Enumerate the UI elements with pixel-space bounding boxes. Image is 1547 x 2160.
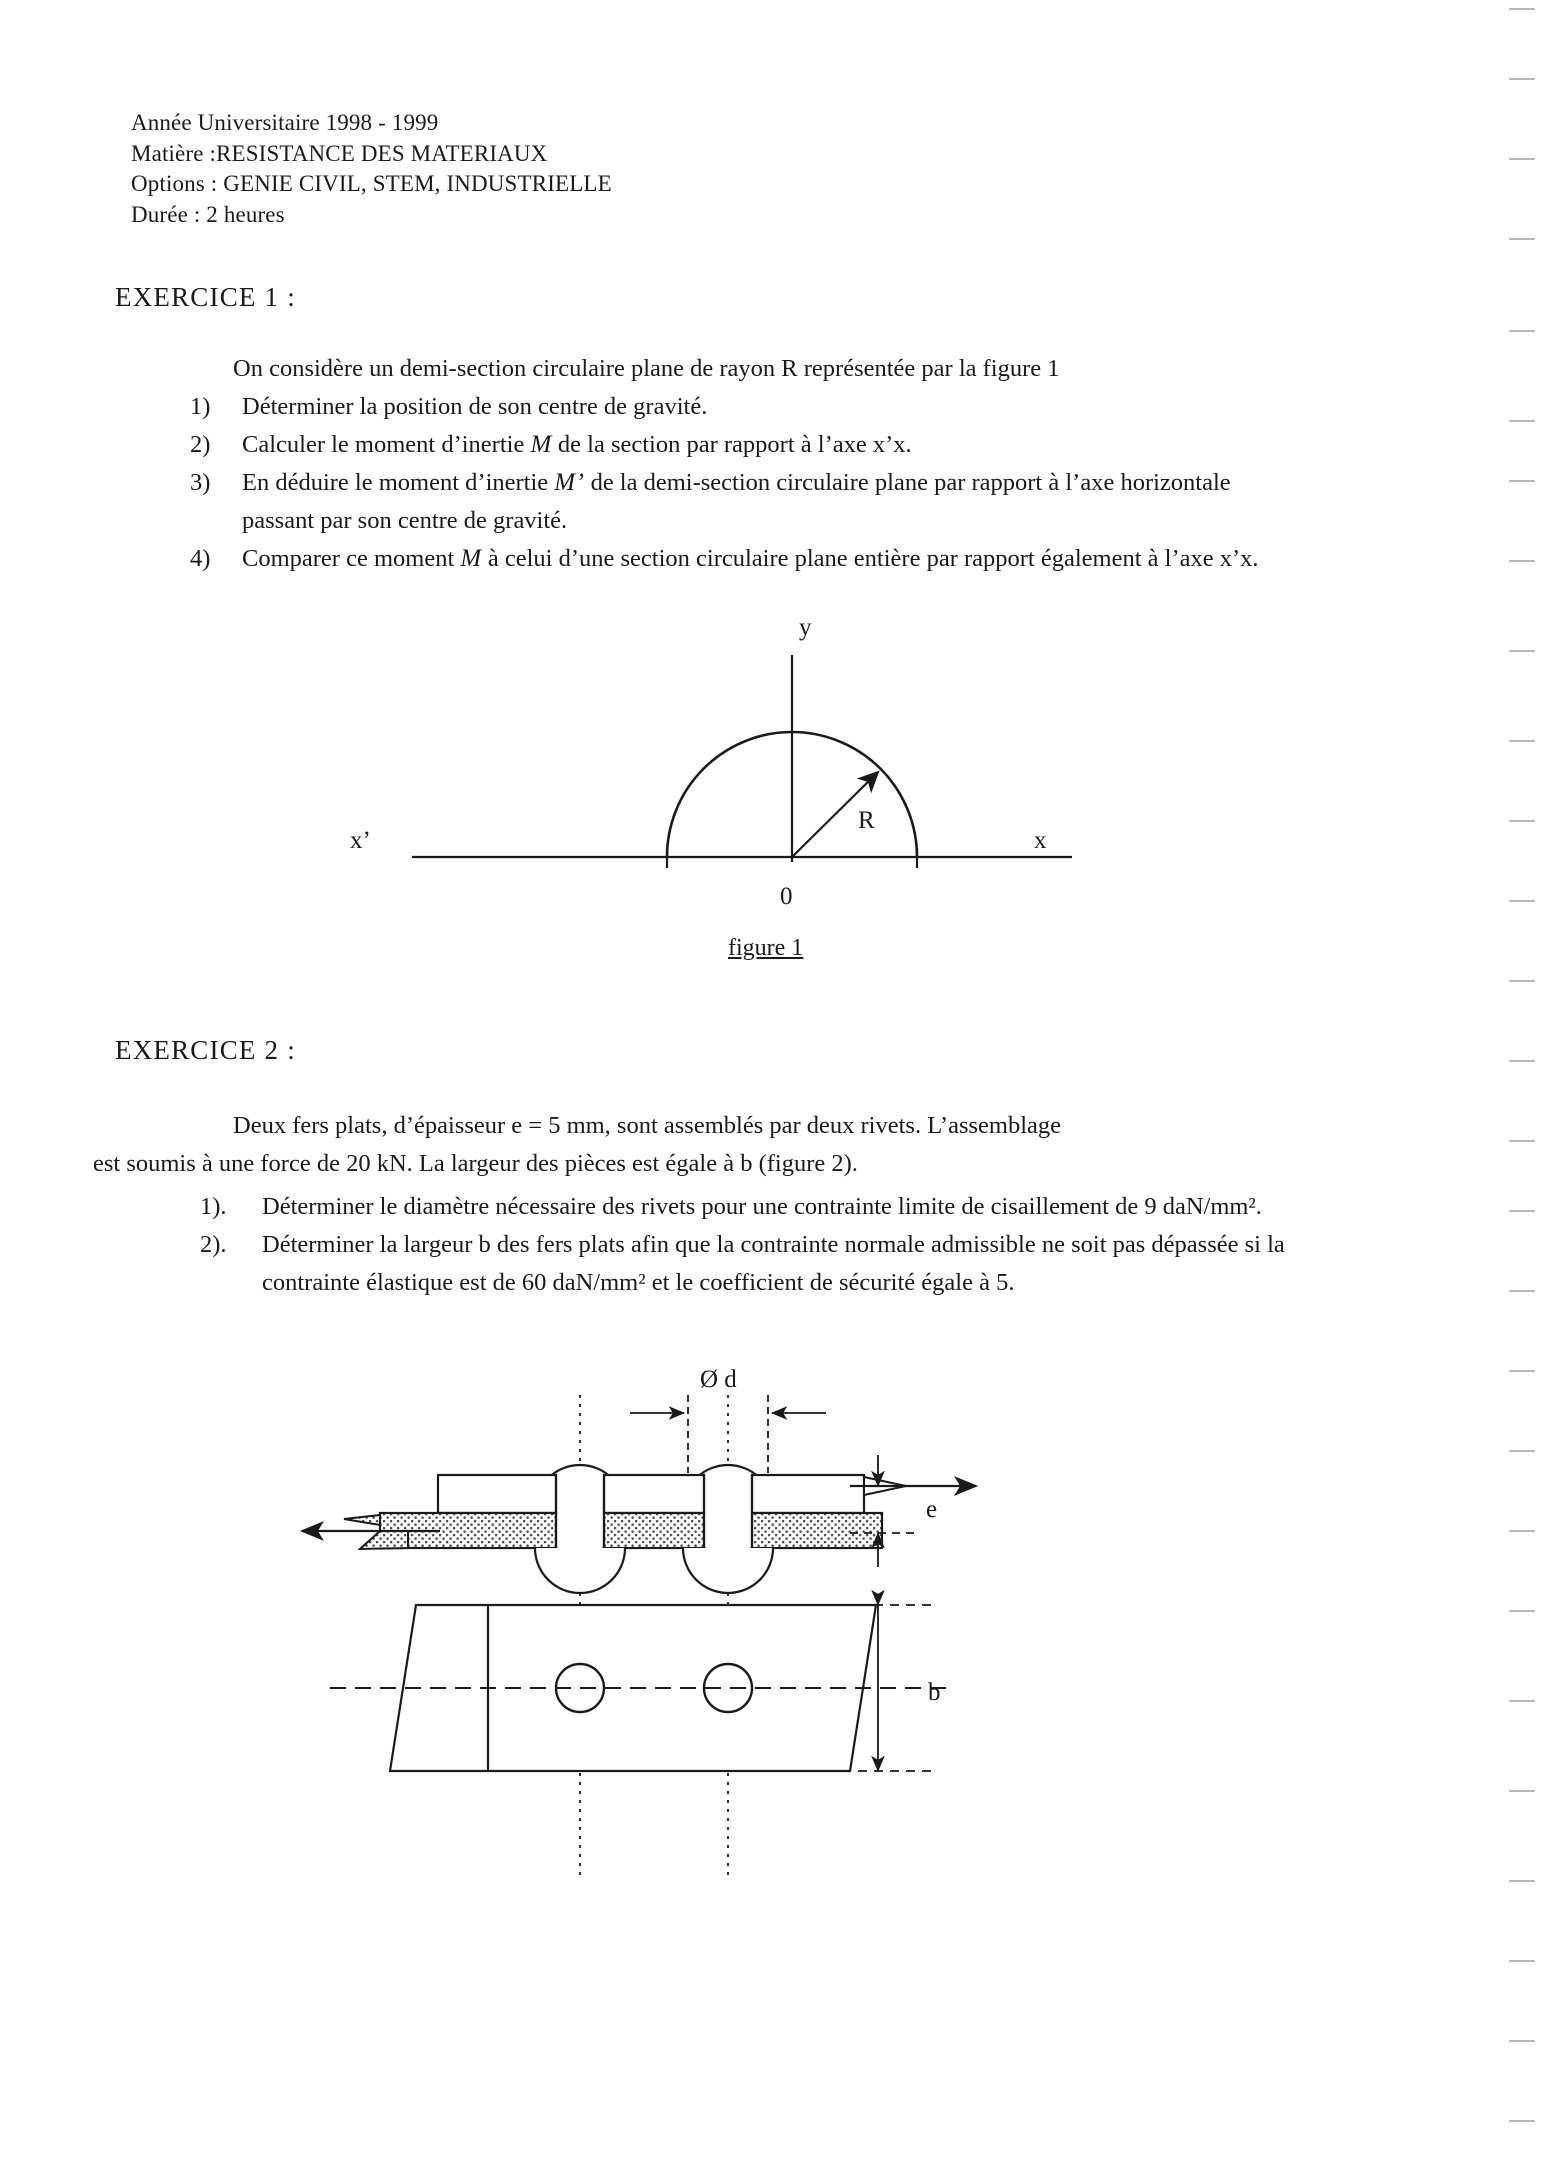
list-item-number: 4)	[190, 545, 211, 572]
upper-plate-middle-segment	[604, 1475, 704, 1513]
exercise-2-title: EXERCICE 2 :	[115, 1035, 296, 1065]
list-item-text-part-a: Calculer le moment d’inertie	[242, 431, 531, 458]
plate-left-taper-lower	[360, 1531, 408, 1549]
list-item-number: 2).	[200, 1231, 227, 1258]
list-item-text	[190, 426, 1270, 464]
lower-plate-middle-segment	[604, 1513, 704, 1548]
list-item	[190, 426, 1270, 464]
width-label: b	[928, 1679, 941, 1706]
list-item-text	[190, 388, 1270, 426]
list-item-number: 2)	[190, 431, 211, 458]
rivet-2-lower-head	[683, 1548, 773, 1593]
diameter-label: Ø d	[700, 1366, 737, 1393]
rivet-1-lower-head	[535, 1548, 625, 1593]
exercise-1-intro: On considère un demi-section circulaire plane de rayon R représentée par la figure 1	[233, 355, 1060, 382]
exercise-1-question-list	[190, 388, 1270, 578]
exercise-2-intro-line-2: est soumis à une force de 20 kN. La largeur des pièces est égale à b (figure 2).	[93, 1150, 858, 1177]
moment-symbol: M	[460, 545, 482, 572]
exercise-2-intro	[93, 1107, 1253, 1183]
lower-plate-right-segment	[752, 1513, 882, 1548]
header-duration: Durée : 2 heures	[131, 201, 285, 227]
list-item-text: Déterminer le diamètre nécessaire des rivets pour une contrainte limite de cisaillement de 9 daN/mm².	[262, 1193, 1262, 1220]
header-options: Options : GENIE CIVIL, STEM, INDUSTRIELLE	[131, 171, 612, 196]
exercise-2-intro-line-1: Deux fers plats, d’épaisseur e = 5 mm, sont assemblés par deux rivets. L’assemblage	[233, 1112, 1062, 1139]
list-item	[190, 388, 1270, 426]
y-axis-label: y	[799, 614, 812, 641]
list-item-text: Déterminer la largeur b des fers plats afin que la contrainte normale admissible ne soit pas dépassée si la contrainte élastique est de 60 daN/mm² et le coefficient de sécurité égale à 5.	[262, 1231, 1285, 1296]
list-item-text-part-a: Déterminer la position de son centre de gravité.	[242, 393, 708, 420]
scan-edge-marks	[1467, 0, 1547, 2160]
list-item-text-part-b: de la section par rapport à l’axe x’x.	[551, 431, 912, 458]
figure-1-caption: figure 1	[728, 935, 804, 961]
x-prime-axis-label: x’	[350, 827, 371, 854]
list-item-text-part-b: à celui d’une section circulaire plane entière par rapport également à l’axe x’x.	[481, 545, 1259, 572]
exercise-1-title: EXERCICE 1 :	[115, 282, 296, 312]
upper-plate-right-segment	[752, 1475, 864, 1513]
list-item-text-part-a: En déduire le moment d’inertie	[242, 469, 555, 496]
radius-label: R	[858, 807, 875, 834]
list-item	[190, 540, 1270, 578]
figure-1-half-circle-diagram	[350, 600, 1100, 920]
header-subject: Matière :RESISTANCE DES MATERIAUX	[131, 140, 548, 166]
list-item	[200, 1226, 1290, 1302]
x-axis-label: x	[1034, 827, 1047, 854]
list-item	[190, 464, 1270, 540]
thickness-label: e	[926, 1496, 938, 1523]
moment-symbol: M	[530, 431, 552, 458]
exercise-2-question-list	[200, 1188, 1290, 1302]
list-item-text	[190, 464, 1270, 540]
figure-2-rivet-assembly-diagram	[330, 1355, 970, 1915]
list-item-text-part-b: de la demi-section circulaire plane par rapport à l’axe horizontale passant par son centre de gravité.	[242, 469, 1231, 534]
list-item-number: 1)	[190, 393, 211, 420]
moment-prime-symbol: M’	[554, 469, 585, 496]
header-academic-year: Année Universitaire 1998 - 1999	[131, 110, 439, 135]
plate-left-taper	[344, 1515, 380, 1525]
list-item-text	[190, 540, 1270, 578]
document-header	[131, 108, 612, 230]
list-item-text-part-a: Comparer ce moment	[242, 545, 461, 572]
list-item	[200, 1188, 1290, 1226]
upper-plate-left-segment	[438, 1475, 556, 1513]
list-item-number: 3)	[190, 469, 211, 496]
origin-label: 0	[780, 883, 793, 910]
list-item-number: 1).	[200, 1193, 227, 1220]
